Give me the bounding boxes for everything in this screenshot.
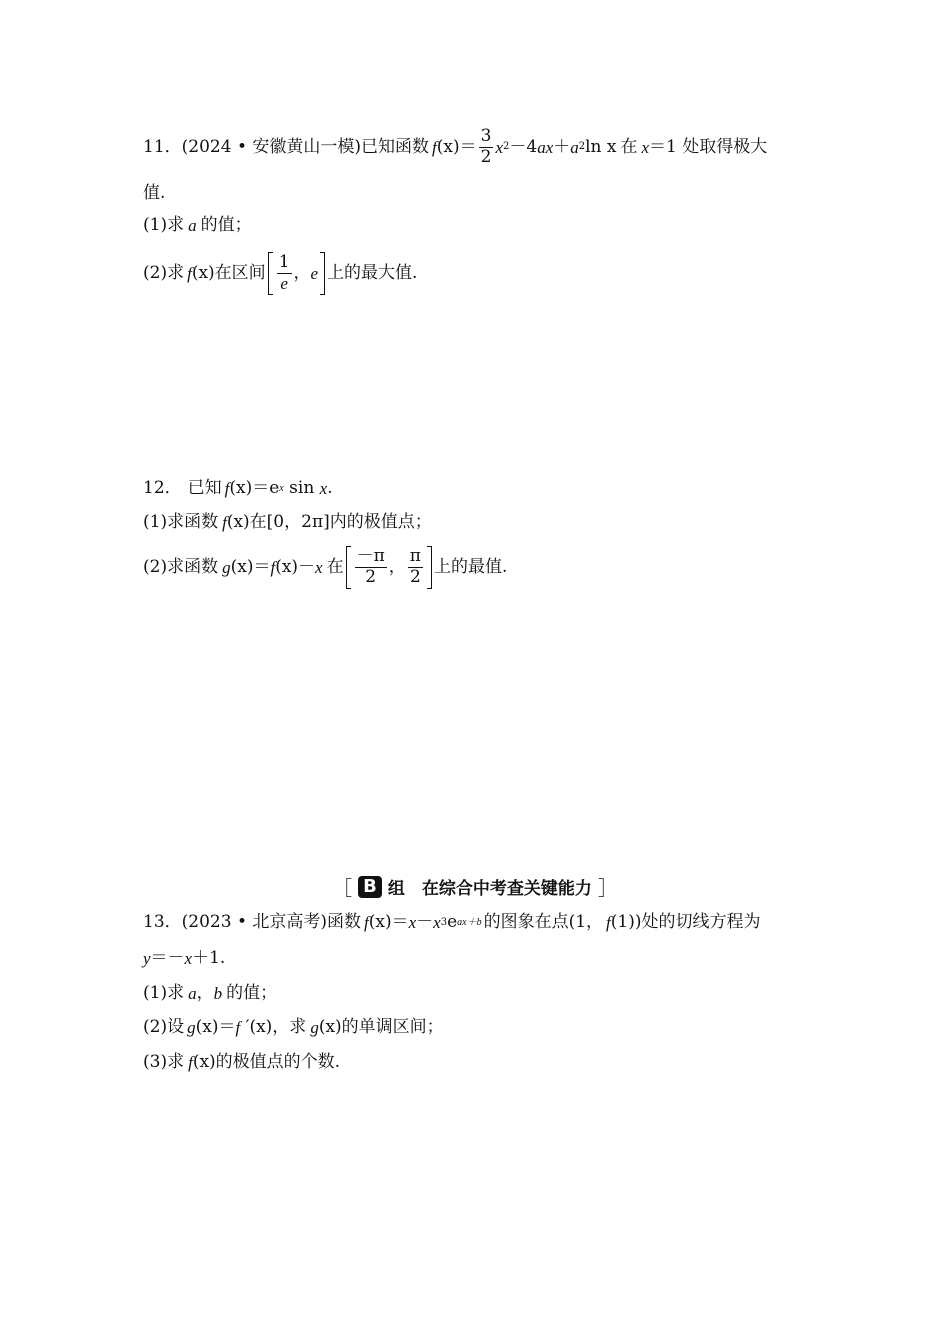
q12-p2-head: (2)求函数: [143, 556, 219, 577]
q13-part-2: [143, 1019, 444, 1036]
q13-line2-y: y: [143, 949, 151, 968]
q11-p2: (2)求: [143, 262, 185, 283]
q12-frac-right: [408, 548, 423, 587]
q13-fx: (x)＝: [368, 912, 409, 932]
q12-p1-tail: (x)在[0，2π]内的极值点；: [226, 512, 432, 532]
q13-x2: x: [433, 913, 441, 932]
q11-eq1: ＝1 处取得极大: [649, 136, 768, 157]
q11-interval: [268, 252, 325, 295]
q11-line-1: 11． (2024 • 安徽黄山一模) 已知函数 f (x)＝ $\frac{3}{2}$ x 2 －4 ax ＋ a 2 ln x 在 x ＝1 处取得极大: [143, 126, 768, 167]
q12-lead: 已知: [187, 478, 222, 498]
q13-line-1: 13． (2023 • 北京高考) 函数 f (x)＝ x － x 3 e ax＋b 的图象在点(1， f (1))处的切线方程为: [143, 912, 761, 932]
q11-lead: 已知函数: [361, 136, 430, 157]
q11-number: 11．: [143, 136, 182, 157]
q11-x2: x: [641, 137, 650, 157]
q12-p2-comma: ，: [388, 556, 406, 577]
q13-p1-a: a: [188, 984, 197, 1003]
q13-p2-prime: ′(x)，求: [240, 1017, 307, 1037]
q13-p1-tail: 的值；: [226, 983, 278, 1003]
q12-p2-n1: －π: [356, 546, 385, 566]
q13-part-3: [143, 1054, 340, 1071]
q13-lead: 函数: [327, 912, 362, 932]
q13-e: e: [447, 912, 458, 932]
q11-lnx: ln x: [585, 136, 617, 157]
q11-p2-tail: 上的最大值.: [327, 262, 418, 283]
q12-dot: .: [327, 478, 333, 498]
q12-p2-g: g: [222, 557, 231, 577]
right-bracket: [427, 546, 432, 589]
q13-p2-g: g: [187, 1018, 196, 1037]
q12-p2-n2: π: [409, 546, 421, 566]
q11-fraction: [479, 128, 494, 167]
q11-p2-f: f: [187, 263, 192, 283]
q11-frac-den: 2: [480, 146, 492, 167]
q12-sin: sin: [283, 478, 320, 498]
q13-p3-tail: (x)的极值点的个数.: [192, 1052, 341, 1072]
q12-p2-d2: 2: [409, 566, 421, 587]
q13-p2-mid: (x)＝: [195, 1017, 236, 1037]
q11-ax: ax: [537, 137, 554, 157]
q13-source: (2023 • 北京高考): [181, 912, 328, 932]
q13-number: 13．: [143, 912, 182, 932]
section-title: 组 在综合中考查关键能力: [387, 879, 592, 899]
right-bracket: [320, 252, 325, 295]
q11-f: f: [432, 137, 437, 157]
q13-p1-b: b: [213, 984, 223, 1003]
section-header: [0, 872, 950, 901]
q13-p1-head: (1)求: [143, 983, 185, 1003]
q11-mid: －4: [509, 136, 538, 157]
q12-p2-mid2: (x)－: [275, 556, 316, 577]
q12-part-2: [143, 546, 507, 589]
q12-fx: (x)＝e: [229, 478, 280, 498]
q13-line2-eq: ＝－: [150, 948, 185, 968]
q12-part-1: [143, 514, 432, 531]
q12-frac-left: [355, 548, 387, 587]
q11-p1: (1)求: [143, 215, 185, 235]
q11-frac-num: 3: [480, 126, 492, 146]
q12-p2-d1: 2: [365, 566, 377, 587]
section-right-bracket: ］: [597, 876, 618, 900]
q13-p2-f: f: [235, 1018, 241, 1037]
q12-number: 12．: [143, 478, 182, 498]
q13-p2-tail: (x)的单调区间；: [318, 1017, 444, 1037]
q11-line2: 值.: [143, 183, 166, 203]
q11-line-2: [143, 185, 165, 202]
q13-p3-f: f: [188, 1053, 193, 1072]
q12-interval: [346, 546, 432, 589]
q13-line-2: [143, 950, 225, 967]
q12-p2-mid: (x)＝: [230, 556, 271, 577]
q11-part-1: [143, 217, 252, 234]
q12-p2-x: x: [315, 557, 323, 577]
q13-tail: 的图象在点(1，: [483, 912, 604, 932]
q11-p1-tail: 的值；: [200, 215, 252, 235]
q11-p2-e: e: [310, 263, 319, 283]
q13-f2: f: [606, 913, 611, 932]
q13-part-1: [143, 985, 277, 1002]
q11-a: a: [570, 137, 579, 157]
q13-p2-head: (2)设: [143, 1017, 185, 1037]
q12-x: x: [319, 479, 328, 498]
q13-x1: x: [408, 913, 417, 932]
q13-line2-x: x: [184, 949, 193, 968]
q12-p2-f: f: [270, 557, 276, 577]
q11-interval-frac: [277, 254, 292, 293]
q11-part-2: [143, 252, 417, 295]
q12-p1-f: f: [222, 513, 227, 532]
q13-minus: －: [416, 912, 434, 932]
section-badge: B: [358, 876, 382, 898]
q12-p1-head: (1)求函数: [143, 512, 219, 532]
q11-plus: ＋: [553, 136, 571, 157]
q12-f: f: [224, 479, 230, 498]
q12-p2-tail: 上的最值.: [433, 556, 508, 577]
q13-p1-comma: ，: [196, 983, 214, 1003]
q11-p2-comma: ，: [293, 262, 311, 283]
q11-p2-mid: (x)在区间: [191, 262, 266, 283]
q12-line-1: 12． 已知 f (x)＝e x sin x .: [143, 478, 333, 498]
q11-source: (2024 • 安徽黄山一模): [181, 136, 362, 157]
q11-fx: (x)＝: [436, 136, 477, 157]
q13-f: f: [364, 913, 369, 932]
section-left-bracket: ［: [332, 876, 353, 900]
q11-p1-var: a: [188, 216, 197, 235]
q11-p2-den: e: [280, 273, 288, 293]
q11-x: x: [495, 137, 503, 157]
q13-p2-g2: g: [310, 1018, 319, 1037]
q12-p2-in: 在: [326, 556, 344, 577]
q11-at: 在: [620, 136, 638, 157]
q13-p3-head: (3)求: [143, 1052, 185, 1072]
q13-line2-tail: ＋1.: [192, 948, 226, 968]
q11-p2-num: 1: [278, 252, 290, 272]
q13-tail2: (1))处的切线方程为: [610, 912, 761, 932]
